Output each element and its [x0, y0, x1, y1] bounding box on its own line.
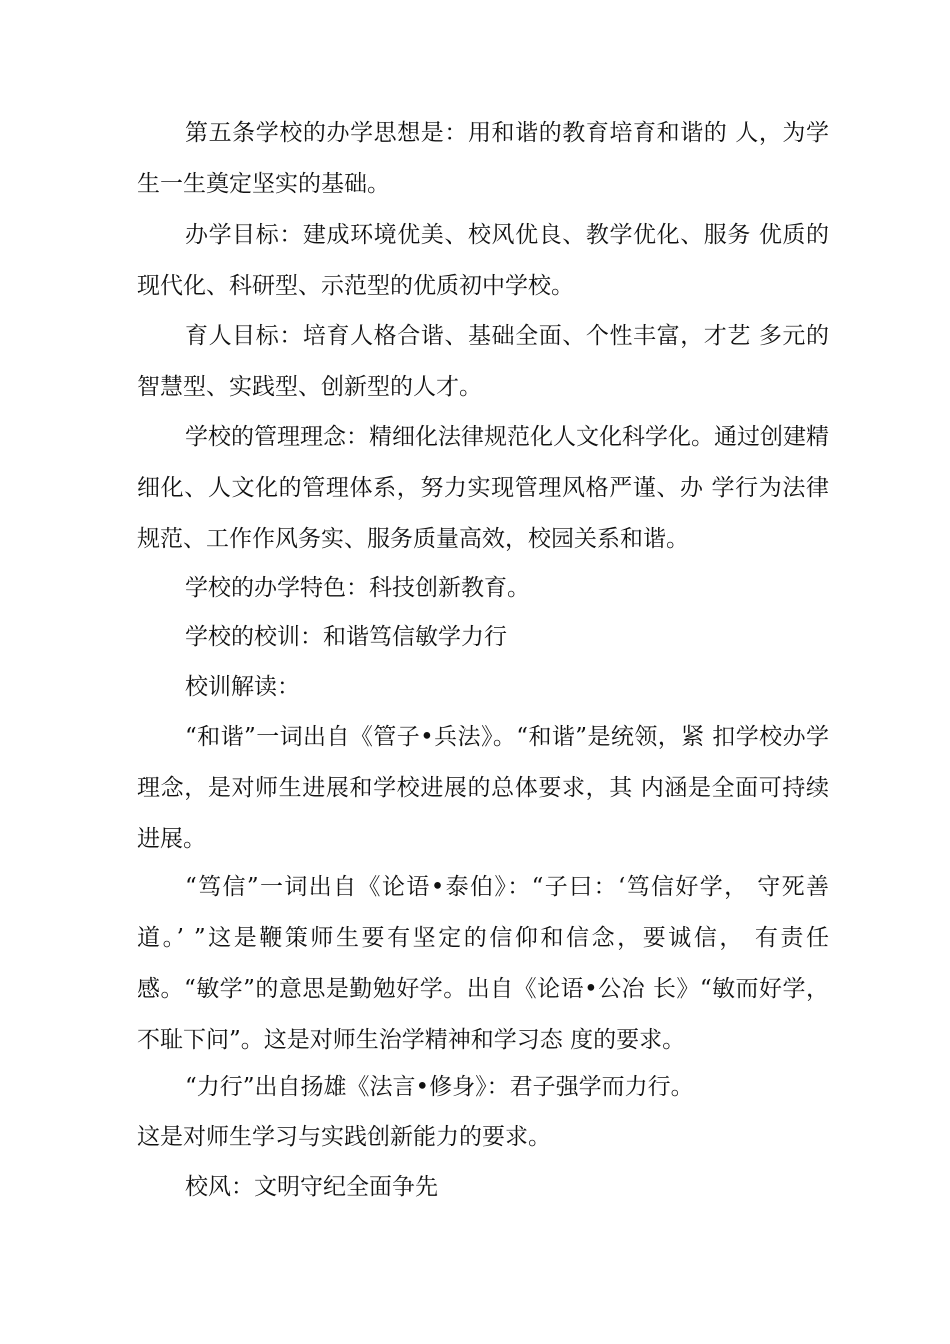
paragraph-duxin-minxue: “笃信”一词出自《论语•泰伯》：“子曰：‘笃信好学， 守死善道。’ ”这是鞭策师生要有坚定的信仰和信念，要诚信， 有责任感。“敏学”的意思是勤勉好学。出自《论语•公冶 长》“敏而好学，不耻下问”。这是对师生治学精神和学习态 度的要求。 [137, 874, 829, 1053]
paragraph-school-style: 校风：文明守纪全面争先 [185, 1174, 438, 1200]
paragraph-school-motto: 学校的校训：和谐笃信敏学力行 [185, 624, 507, 650]
paragraph-school-philosophy: 第五条学校的办学思想是：用和谐的教育培育和谐的 人，为学生一生奠定坚实的基础。 [137, 120, 829, 197]
paragraph-management-concept: 学校的管理理念：精细化法律规范化人文化科学化。通过创建精细化、人文化的管理体系，努力实现管理风格严谨、办 学行为法律规范、工作作风务实、服务质量高效，校园关系和谐。 [137, 424, 829, 552]
paragraph-school-goal: 办学目标：建成环境优美、校风优良、教学优化、服务 优质的现代化、科研型、示范型的优质初中学校。 [137, 222, 829, 299]
paragraph-lixing: “力行”出自扬雄《法言•修身》：君子强学而力行。 [185, 1074, 694, 1100]
paragraph-lixing-requirement: 这是对师生学习与实践创新能力的要求。 [137, 1124, 551, 1150]
paragraph-education-goal: 育人目标：培育人格合谐、基础全面、个性丰富，才艺 多元的智慧型、实践型、创新型的人才。 [137, 323, 829, 400]
paragraph-school-feature: 学校的办学特色：科技创新教育。 [185, 575, 530, 601]
paragraph-motto-interpretation-heading: 校训解读： [185, 674, 300, 700]
paragraph-hexie: “和谐”一词出自《管子•兵法》。“和谐”是统领，紧 扣学校办学理念，是对师生进展和学校进展的总体要求，其 内涵是全面可持续进展。 [137, 724, 829, 852]
